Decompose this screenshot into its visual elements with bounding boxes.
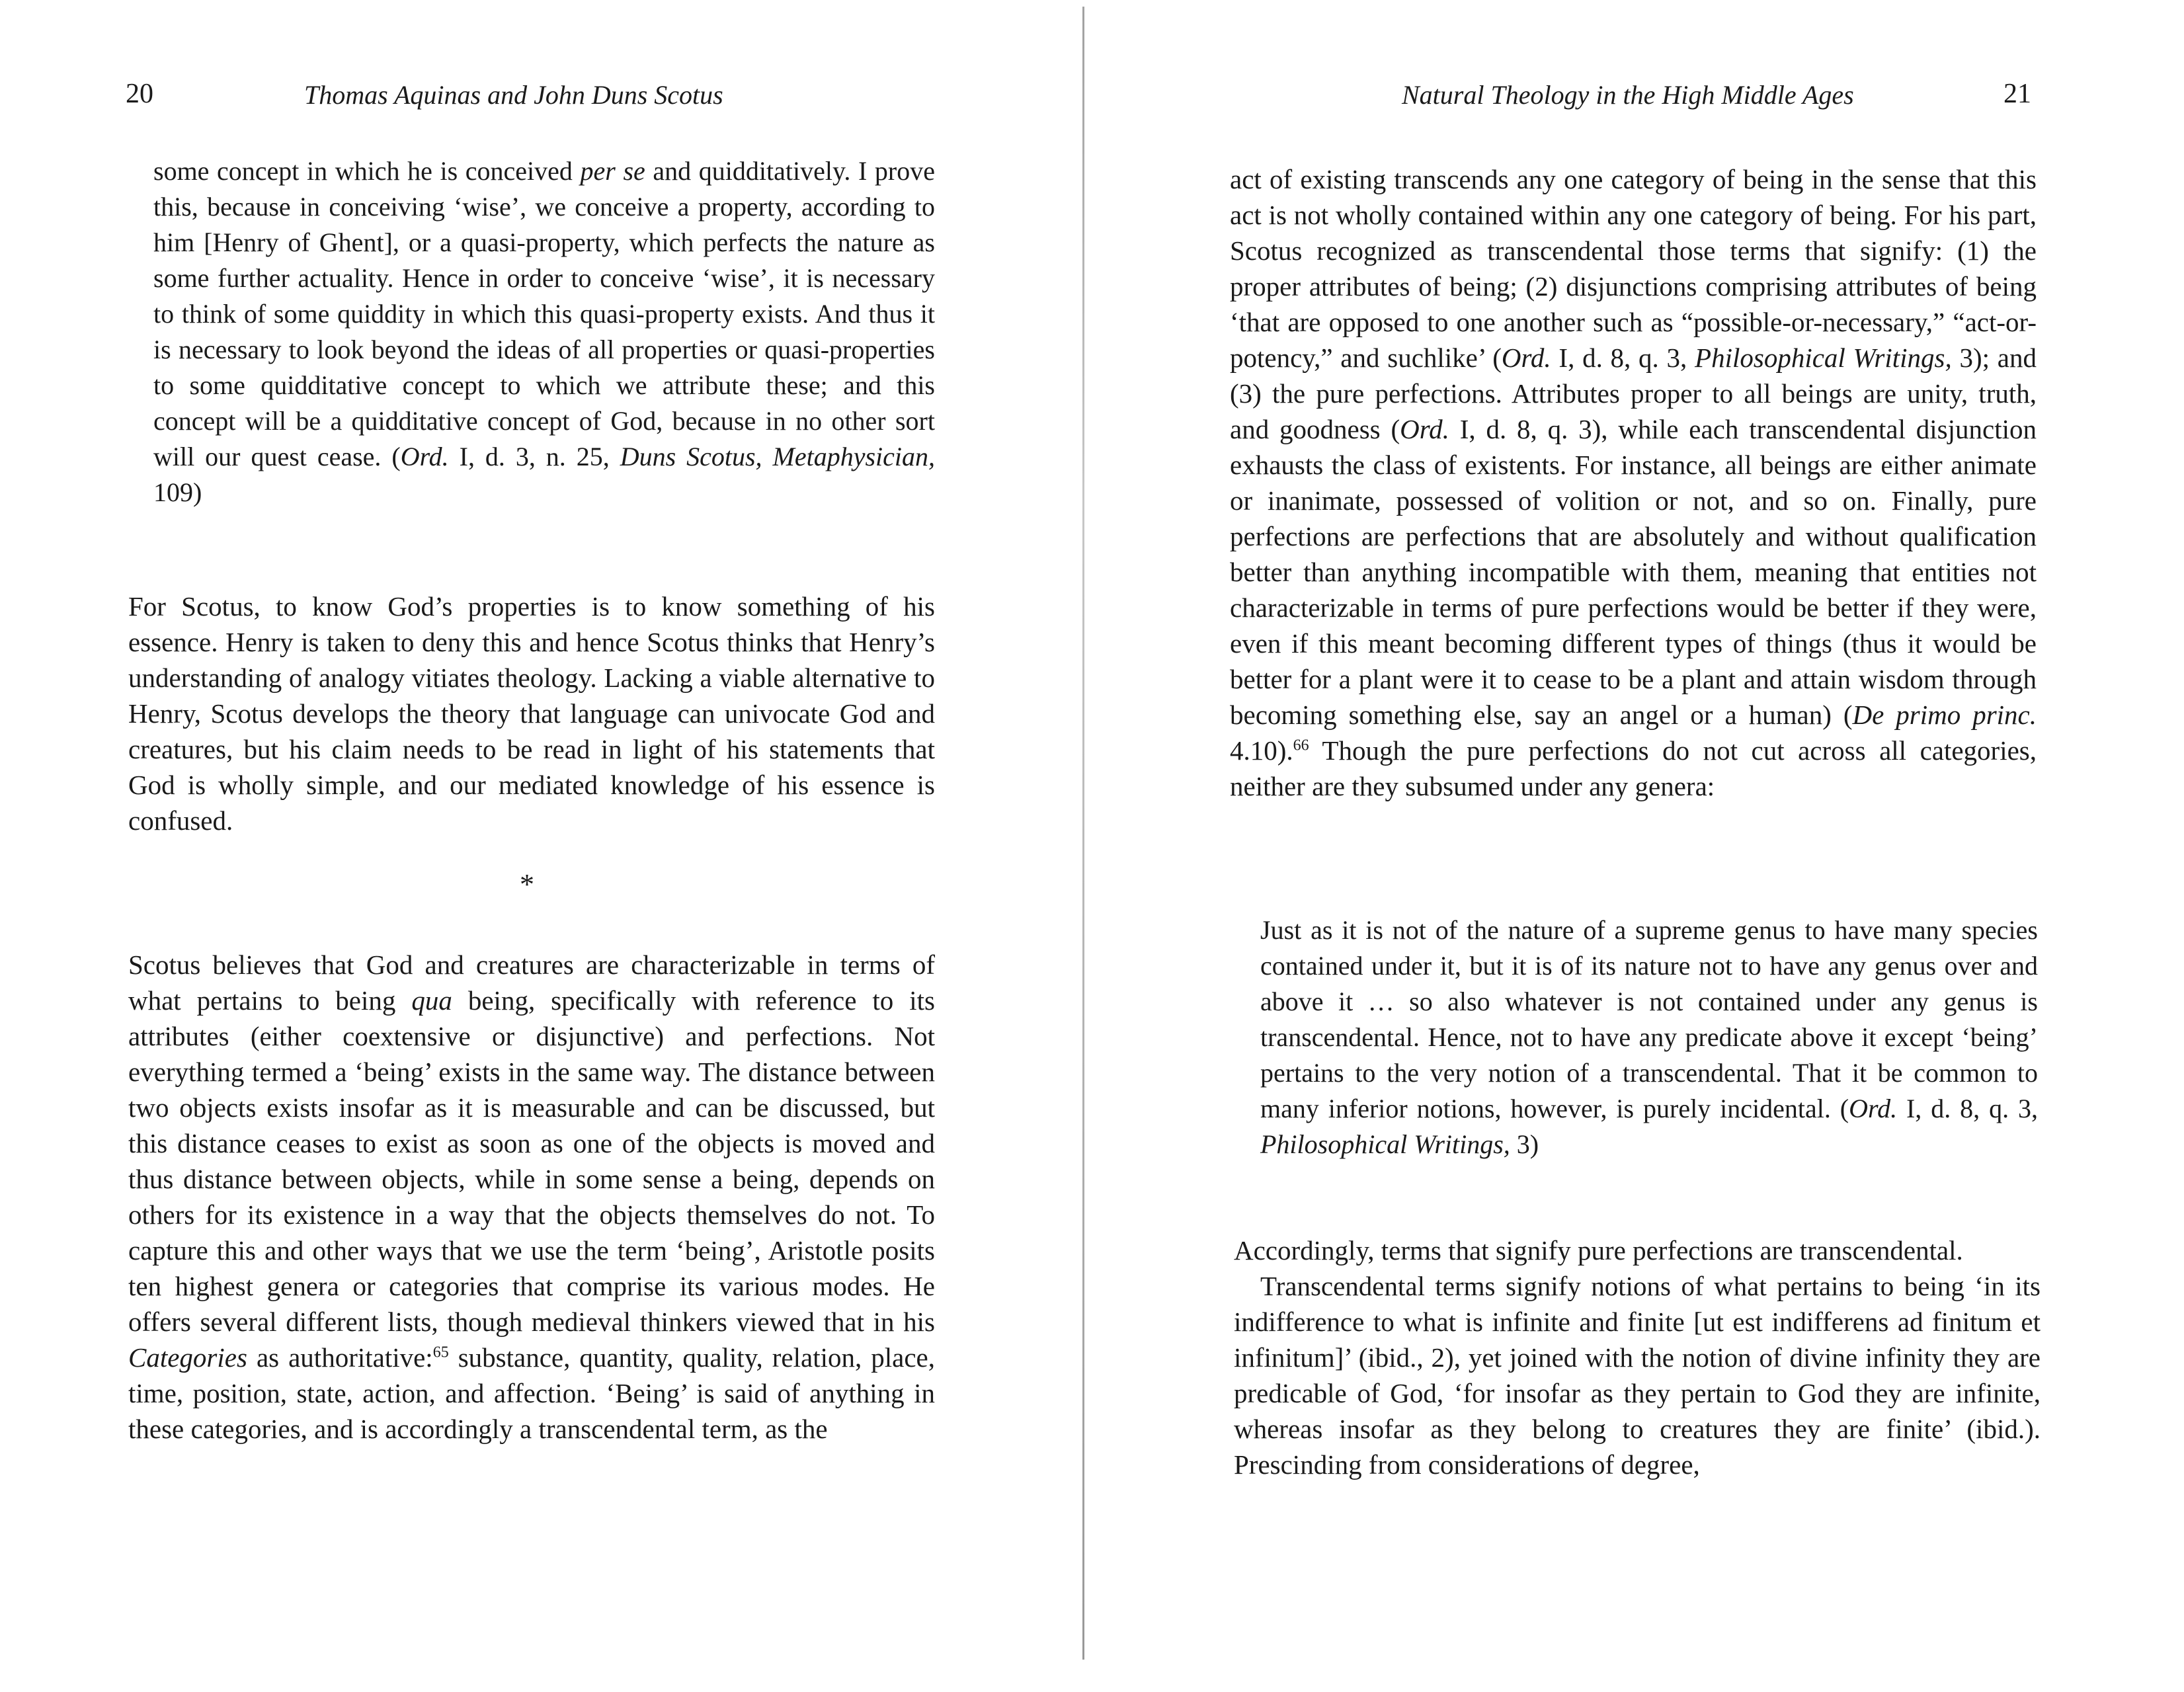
paragraph — [128, 588, 935, 838]
paragraph — [1234, 1232, 2041, 1268]
paragraph-text: act of existing transcends any one category of being in the sense that this act is not wholly contained within any one category of being. For his part, Scotus recognized as transcendental those terms that signify: (1) the proper attributes of being; (2) disjunctions comprising attributes of being ‘that are opposed to one another such as “possible-or-necessary,” “act-or-potency,” and suchlike’ (Ord. I, d. 8, q. 3, Philosophical Writings, 3); and (3) the pure perfections. Attributes proper to all beings are unity, truth, and goodness (Ord. I, d. 8, q. 3), while each transcendental disjunction exhausts the class of existents. For instance, all beings are either animate or inanimate, possessed of volition or not, and so on. Finally, pure perfections are perfections that are absolutely and without qualification better than anything incompatible with them, meaning that entities not characterizable in terms of pure perfections would be better if they were, even if this meant becoming different types of things (thus it would be better for a plant were it to cease to be a plant and attain wisdom through becoming something else, say an angel or a human) (De primo princ. 4.10).$^{66}$ Though the pure perfections do not cut across all categories, neither are they subsumed under any genera: — [1230, 164, 2037, 801]
running-head: Thomas Aquinas and John Duns Scotus — [304, 80, 723, 110]
footnote-ref: 66 — [1293, 737, 1309, 754]
page-number: 20 — [126, 79, 153, 109]
paragraph-text: Transcendental terms signify notions of what pertains to being ‘in its indifference to what is infinite and finite [ut est indifferens ad finitum et infinitum]’ (ibid., 2), yet joined with the notion of divine infinity they are predicable of God, ‘for insofar as they pertain to God they are infinite, whereas insofar as they belong to creatures they are finite’ (ibid.). Prescinding from considerations of degree, — [1234, 1271, 2041, 1480]
paragraph — [1234, 1268, 2041, 1482]
block-quote-text: some concept in which he is conceived per se and quidditatively. I prove this, because in conceiving ‘wise’, we conceive a property, according to him [Henry of Ghent], or a quasi-property, which perfects the nature as some further actuality. Hence in order to conceive ‘wise’, it is necessary to think of some quiddity in which this quasi-property exists. And thus it is necessary to look beyond the ideas of all properties or quasi-properties to some quidditative concept to which we attribute these; and this concept will be a quidditative concept of God, because in no other sort will our quest cease. (Ord. I, d. 3, n. 25, Duns Scotus, Metaphysician, 109) — [153, 156, 935, 507]
page-number: 21 — [2003, 79, 2031, 109]
paragraph — [1230, 161, 2037, 804]
paragraph-text: For Scotus, to know God’s properties is to know something of his essence. Henry is taken to deny this and hence Scotus thinks that Henry’s understanding of analogy vitiates theology. Lacking a viable alternative to Henry, Scotus develops the theory that language can univocate God and creatures, but his claim needs to be read in light of his statements that God is wholly simple, and our mediated knowledge of his essence is confused. — [128, 591, 935, 836]
right-page — [1084, 0, 2184, 1692]
block-quote-text: Just as it is not of the nature of a supreme genus to have many species contained under it, but it is of its nature not to have any genus over and above it … so also whatever is not contained under any genus is transcendental. Hence, not to have any predicate above it except ‘being’ pertains to the very notion of a transcendental. That it be common to many inferior notions, however, is purely incidental. (Ord. I, d. 8, q. 3, Philosophical Writings, 3) — [1260, 915, 2038, 1159]
paragraph-text: Accordingly, terms that signify pure perfections are transcendental. — [1234, 1235, 1963, 1266]
paragraph-text: Scotus believes that God and creatures are characterizable in terms of what pertains to being qua being, specifically with reference to its attributes (either coextensive or disjunctive) and perfections. Not everything termed a ‘being’ exists in the same way. The distance between two objects exists insofar as it is measurable and can be discussed, but this distance ceases to exist as soon as one of the objects is moved and thus distance between objects, while in some sense a being, depends on others for its existence in a way that the objects themselves do not. To capture this and other ways that we use the term ‘being’, Aristotle posits ten highest genera or categories that comprise its various modes. He offers several different lists, though medieval thinkers viewed that in his Categories as authoritative:$^{65}$ substance, quantity, quality, relation, place, time, position, state, action, and affection. ‘Being’ is said of anything in these categories, and is accordingly a transcendental term, as the — [128, 949, 935, 1444]
left-page — [0, 0, 1084, 1692]
paragraph — [128, 947, 935, 1447]
section-separator: * — [520, 868, 534, 901]
running-head: Natural Theology in the High Middle Ages — [1402, 80, 1854, 110]
block-quote — [153, 153, 935, 510]
block-quote — [1260, 912, 2038, 1162]
footnote-ref: 65 — [432, 1344, 449, 1361]
